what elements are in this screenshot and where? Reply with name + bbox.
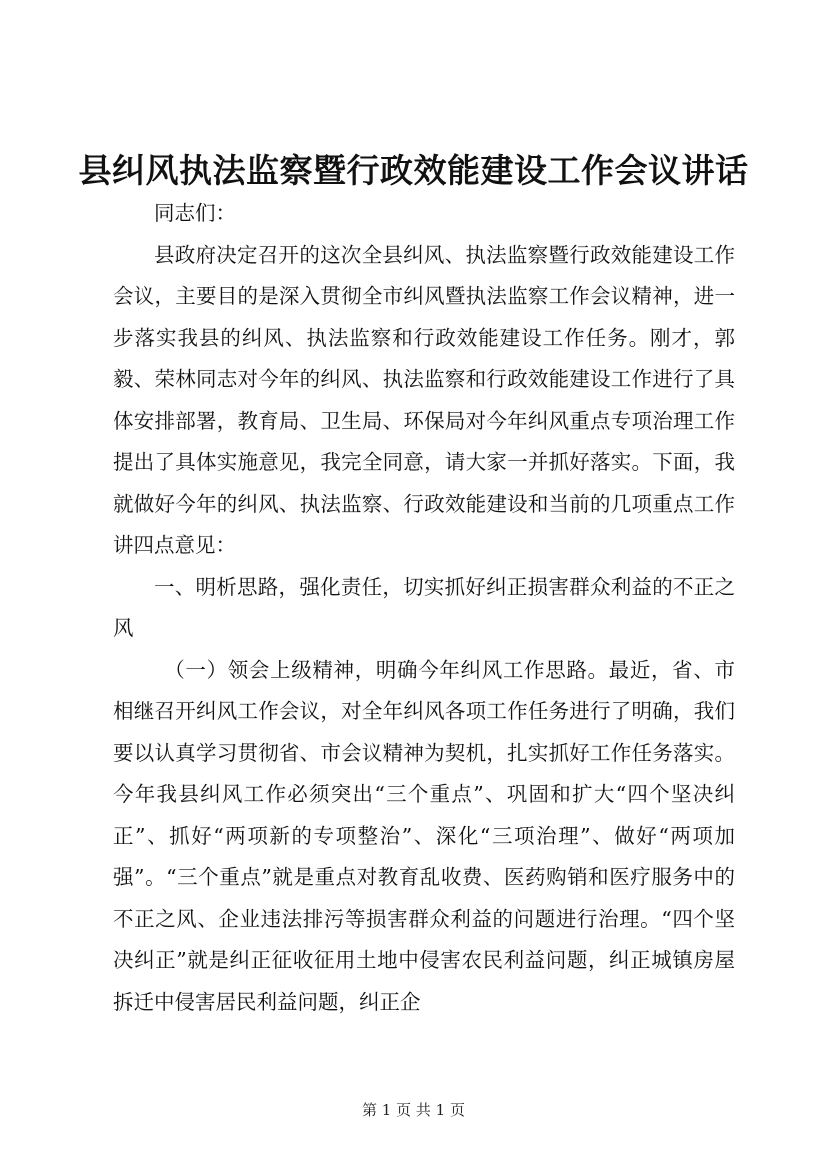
document-title: 县纠风执法监察暨行政效能建设工作会议讲话 (78, 151, 749, 190)
salutation: 同志们： (154, 201, 236, 225)
body-paragraph: 县政府决定召开的这次全县纠风、执法监察暨行政效能建设工作会议，主要目的是深入贯彻全市纠风暨执法监察工作会议精神，进一步落实我县的纠风、执法监察和行政效能建设工作任务。刚才，郭毅、荣林同志对今年的纠风、执法监察和行政效能建设工作进行了具体安排部署，教育局、卫生局、环保局对今年纠风重点专项治理工作提出了具体实施意见，我完全同意，请大家一并抓好落实。下面，我就做好今年的纠风、执法监察、行政效能建设和当前的几项重点工作讲四点意见： (113, 242, 735, 557)
document-body (113, 193, 735, 1023)
body-paragraph: （一）领会上级精神，明确今年纠风工作思路。最近，省、市相继召开纠风工作会议，对全年纠风各项工作任务进行了明确，我们要以认真学习贯彻省、市会议精神为契机，扎实抓好工作任务落实。今年我县纠风工作必须突出“三个重点”、巩固和扩大“四个坚决纠正”、抓好“两项新的专项整治”、深化“三项治理”、做好“两项加强”。“三个重点”就是重点对教育乱收费、医药购销和医疗服务中的不正之风、企业违法排污等损害群众利益的问题进行治理。“四个坚决纠正”就是纠正征收征用土地中侵害农民利益问题，纠正城镇房屋拆迁中侵害居民利益问题，纠正企 (113, 657, 735, 1014)
section-heading: 一、明析思路，强化责任，切实抓好纠正损害群众利益的不正之风 (113, 574, 735, 640)
page-number-footer: 第 1 页 共 1 页 (362, 1101, 465, 1119)
